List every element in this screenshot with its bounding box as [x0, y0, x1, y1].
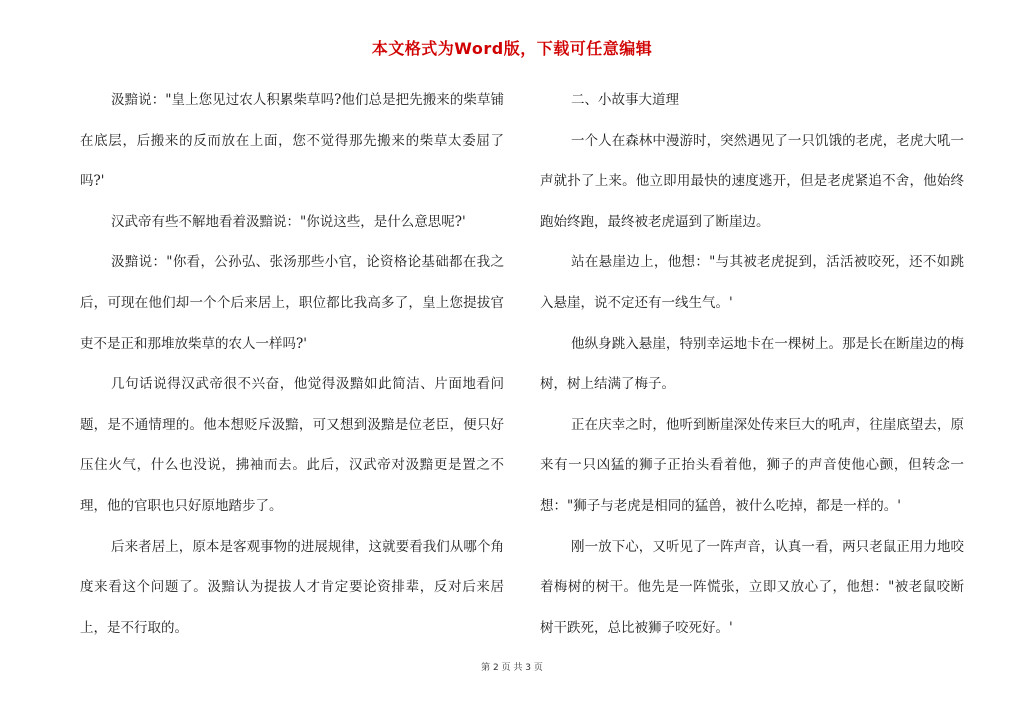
paragraph: 几句话说得汉武帝很不兴奋，他觉得汲黯如此简洁、片面地看问题，是不通情理的。他本想贬斥汲黯，可又想到汲黯是位老臣，便只好压住火气，什么也没说，拂袖而去。此后，汉武帝对汲黯更是置之不理，他的官职也只好原地踏步了。 [80, 376, 504, 514]
paragraph: 汲黯说："你看，公孙弘、张汤那些小官，论资格论基础都在我之后，可现在他们却一个个后来居上，职位都比我高多了，皇上您提拔官吏不是正和那堆放柴草的农人一样吗?' [80, 254, 504, 352]
paragraph: 后来者居上，原本是客观事物的进展规律，这就要看我们从哪个角度来看这个问题了。汲黯认为提拔人才肯定要论资排辈，反对后来居上，是不行取的。 [80, 538, 504, 636]
paragraph: 刚一放下心，又听见了一阵声音，认真一看，两只老鼠正用力地咬着梅树的树干。他先是一阵慌张，立即又放心了，他想："被老鼠咬断树干跌死，总比被狮子咬死好。' [540, 538, 964, 636]
right-column [540, 80, 964, 648]
left-column [80, 80, 504, 648]
paragraph: 一个人在森林中漫游时，突然遇见了一只饥饿的老虎，老虎大吼一声就扑了上来。他立即用最快的速度逃开，但是老虎紧追不舍，他始终跑始终跑，最终被老虎逼到了断崖边。 [540, 132, 964, 230]
section-heading: 二、小故事大道理 [571, 92, 680, 108]
document-header: 本文格式为Word版，下载可任意编辑 [371, 39, 653, 58]
paragraph: 站在悬崖边上，他想："与其被老虎捉到，活活被咬死，还不如跳入悬崖，说不定还有一线生气。' [540, 254, 964, 311]
paragraph: 他纵身跳入悬崖，特别幸运地卡在一棵树上。那是长在断崖边的梅树，树上结满了梅子。 [540, 335, 964, 393]
paragraph: 汲黯说："皇上您见过农人积累柴草吗?他们总是把先搬来的柴草铺在底层，后搬来的反而放在上面，您不觉得那先搬来的柴草太委屈了吗?' [80, 92, 504, 190]
paragraph: 汉武帝有些不解地看着汲黯说："你说这些，是什么意思呢?' [111, 213, 466, 230]
paragraph: 正在庆幸之时，他听到断崖深处传来巨大的吼声，往崖底望去，原来有一只凶猛的狮子正抬头看着他，狮子的声音使他心颤，但转念一想："狮子与老虎是相同的猛兽，被什么吃掉，都是一样的。' [540, 416, 964, 514]
page-number: 第 2 页 共 3 页 [481, 663, 543, 673]
